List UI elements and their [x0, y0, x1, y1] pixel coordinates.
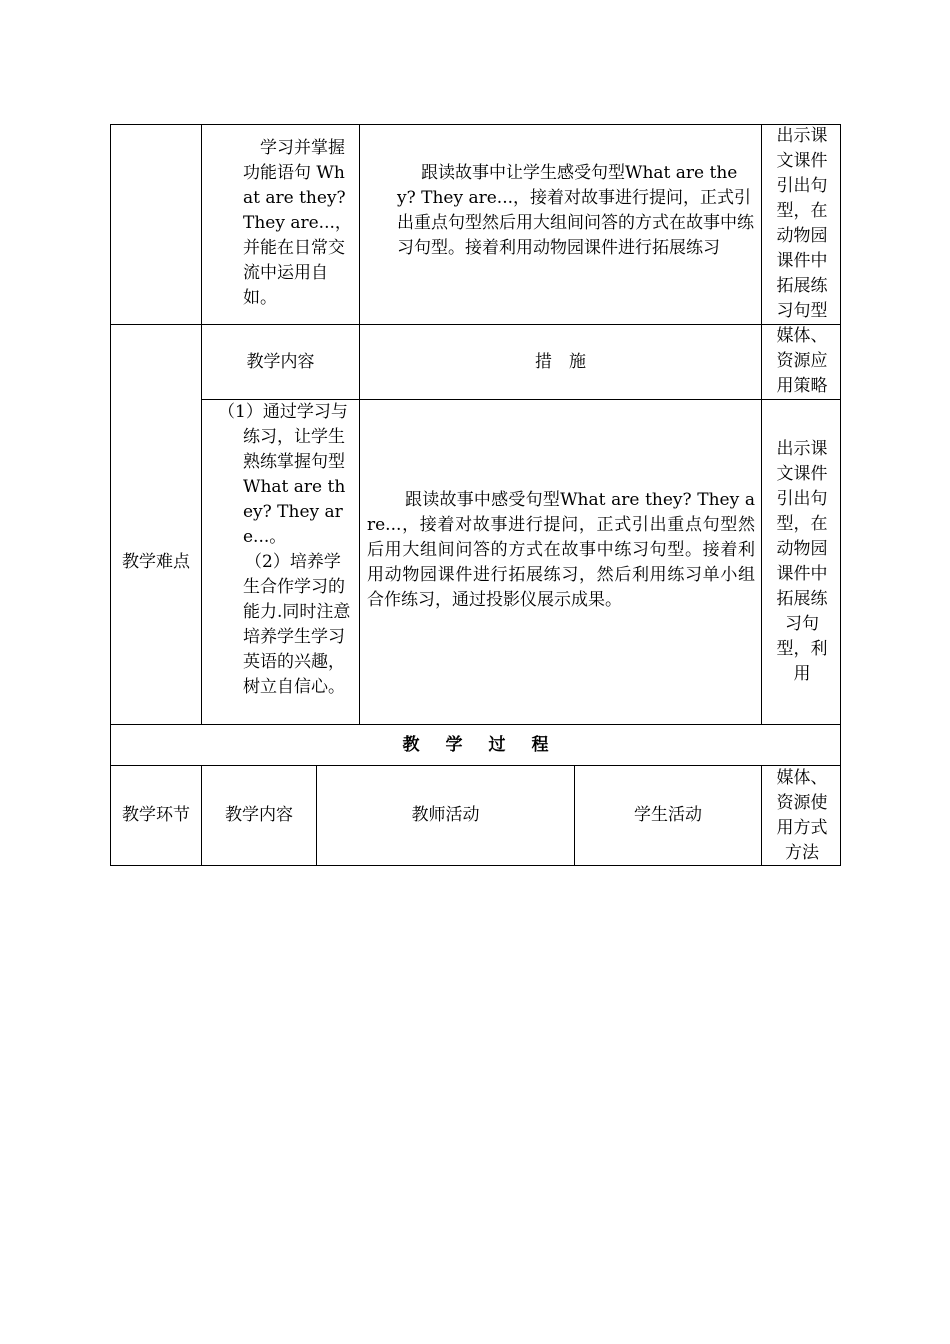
- difficulty-measure-cell: 跟读故事中感受句型What are they? They are...，接着对故事进行提问，正式引出重点句型然后用大组间问答的方式在故事中练习句型。接着利用动物园课件进行拓展练习，然后利用练习单小组合作练习，通过投影仪展示成果。: [367, 490, 755, 610]
- objective-measure-cell: 跟读故事中让学生感受句型What are they? They are...，接着对故事进行提问，正式引出重点句型然后用大组间问答的方式在故事中练习句型。接着利用动物园课件进行拓展练习: [397, 163, 754, 258]
- column-divider: [359, 124, 360, 725]
- table-border-top: [110, 124, 840, 125]
- difficulty-label: 教学难点: [122, 551, 190, 572]
- difficulty-media-cell: 出示课文课件引出句型，在动物园课件中拓展练习句型，利用: [776, 439, 828, 684]
- column-divider: [761, 765, 762, 866]
- objective-content-cell: 学习并掌握功能语句 What are they? They are...，并能在日常交流中运用自如。: [243, 138, 352, 308]
- col-stage: 教学环节: [122, 805, 190, 825]
- difficulty-content-1: （1）通过学习与练习，让学生熟练掌握句型What are they? They are...。: [218, 402, 348, 547]
- col-content: 教学内容: [225, 805, 293, 825]
- objective-media-cell: 出示课文课件引出句型，在动物园课件中拓展练习句型: [776, 126, 828, 321]
- process-title: 教学过程: [402, 734, 575, 755]
- header-measure: 措 施: [535, 351, 586, 372]
- header-content: 教学内容: [246, 351, 315, 372]
- column-divider: [761, 124, 762, 725]
- header-media: 媒体、资源应用策略: [776, 326, 828, 396]
- table-border-right: [840, 124, 841, 866]
- difficulty-content-2: （2）培养学生合作学习的能力.同时注意培养学生学习英语的兴趣，树立自信心。: [243, 552, 351, 697]
- col-teacher-activity: 教师活动: [411, 805, 480, 825]
- column-divider: [201, 124, 202, 725]
- table-border-bottom: [110, 865, 840, 866]
- col-media-method: 媒体、资源使用方式方法: [776, 768, 828, 863]
- col-student-activity: 学生活动: [634, 805, 702, 825]
